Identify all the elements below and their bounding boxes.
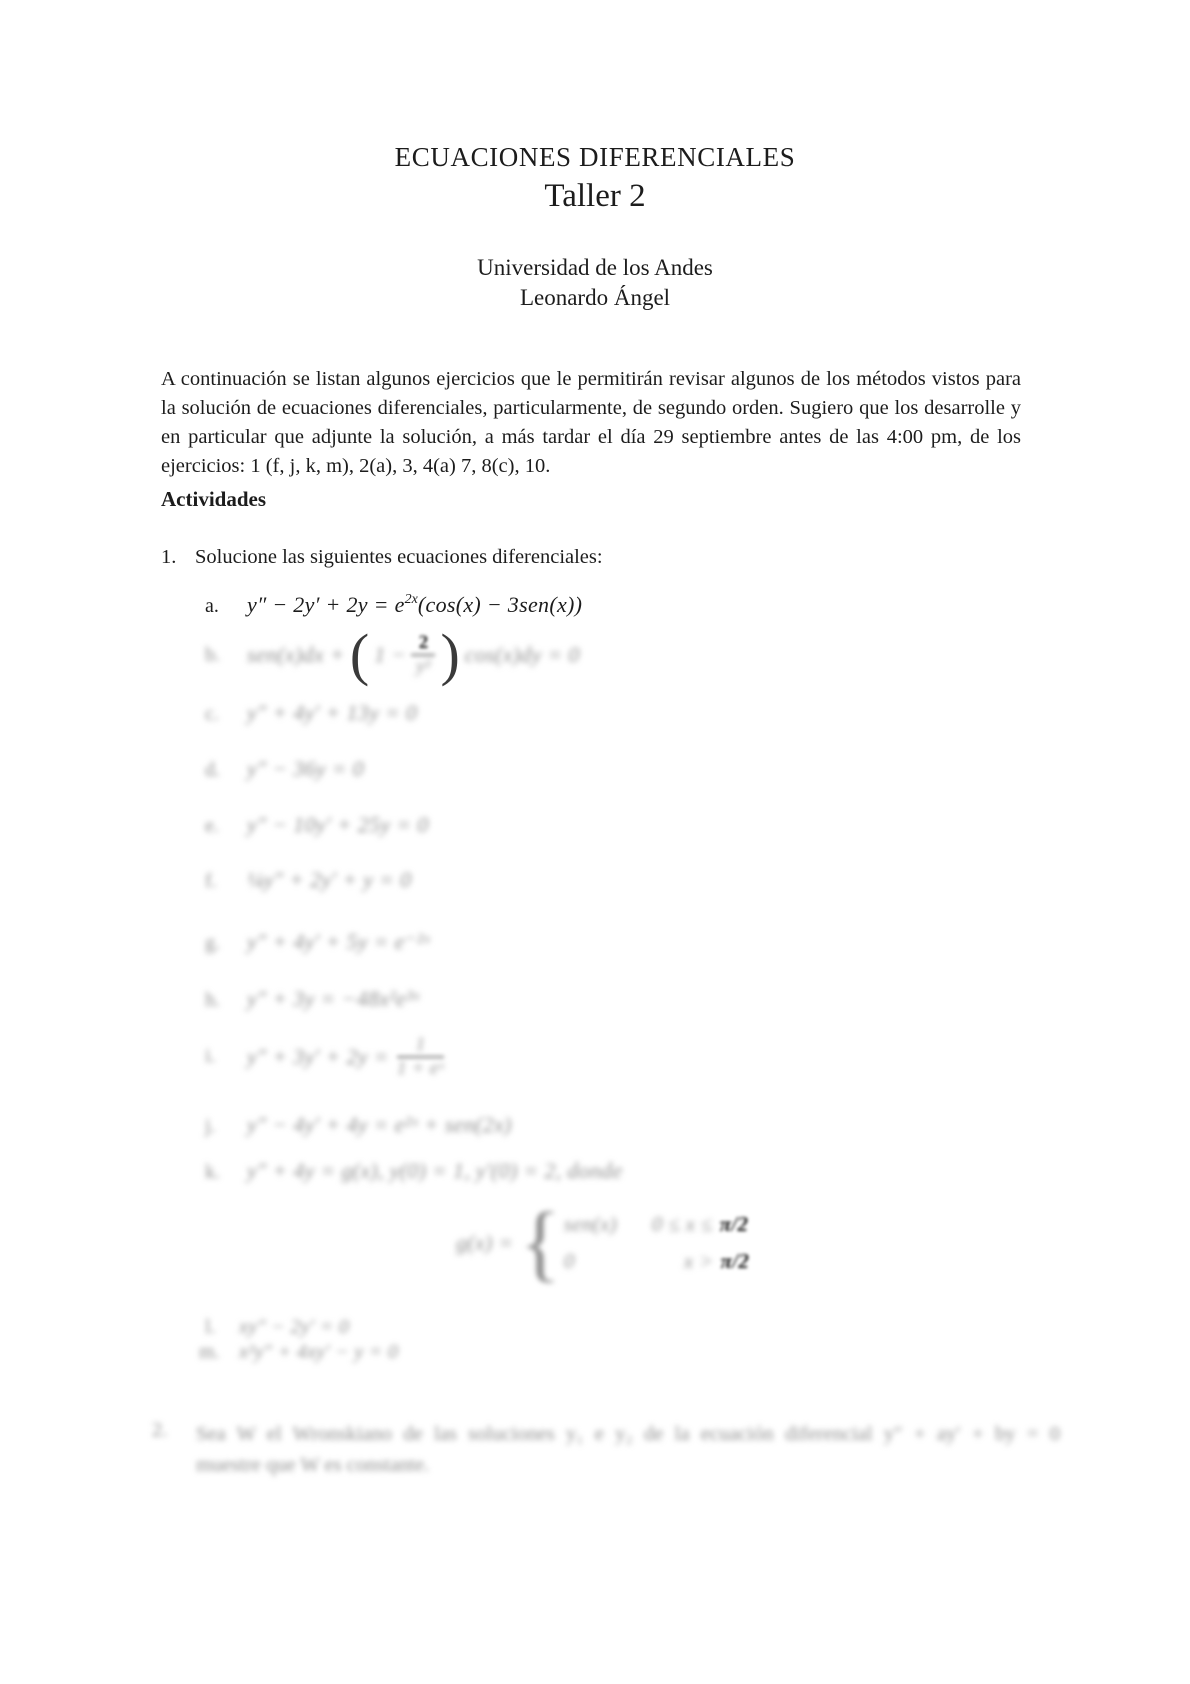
equation-item-k-blurred: [205, 1158, 623, 1184]
close-paren: ): [440, 622, 460, 687]
intro-paragraph: A continuación se listan algunos ejercicios que le permitirán revisar algunos de los métodos vistos para la solución de ecuaciones diferenciales, particularmente, de segundo orden. Sugiero que los desarrolle y en particular que adjunte la solución, a más tardar el día 29 septiembre antes de las 4:00 pm, de los ejercicios: 1 (f, j, k, m), 2(a), 3, 4(a) 7, 8(c), 10.: [161, 367, 1021, 477]
blurred-equation-j: y″ − 4y′ + 4y = e²ˣ + sen(2x): [247, 1112, 512, 1137]
exercise-2-number: 2.: [152, 1419, 168, 1441]
equation-label-h: h.: [205, 989, 220, 1011]
piecewise-condition: [652, 1212, 748, 1237]
equation-item-h-blurred: [205, 986, 420, 1012]
fraction-numerator: 1: [415, 1034, 426, 1055]
exercise-2-line2: muestre que W es constante.: [196, 1454, 430, 1476]
piecewise-condition: [684, 1249, 749, 1274]
fraction: [397, 1034, 444, 1080]
equation-label-e: e.: [205, 815, 219, 837]
blurred-equation-k: y″ + 4y = g(x), y(0) = 1, y′(0) = 2, donde: [247, 1158, 623, 1183]
exercise-1-number: 1.: [161, 546, 177, 568]
document-subtitle: Taller 2: [544, 178, 646, 214]
equation-item-f-blurred: [205, 867, 411, 893]
piecewise-definition: [456, 1194, 750, 1290]
open-paren: (: [349, 622, 370, 687]
fraction-numerator: 2: [418, 632, 429, 654]
equation-item-e-blurred: [205, 812, 429, 838]
equation-label-i: i.: [205, 1045, 216, 1068]
document-title: ECUACIONES DIFERENCIALES: [394, 142, 796, 172]
equation-a-lhs: y″ − 2y′ + 2y = e: [247, 592, 405, 617]
piecewise-value: sen(x): [563, 1211, 617, 1236]
equation-label-f: f.: [205, 870, 217, 892]
blurred-equation-g: y″ + 4y′ + 5y = e⁻²ˣ: [247, 929, 430, 954]
piecewise-lhs: g(x) =: [456, 1229, 514, 1255]
condition-text: x >: [683, 1248, 714, 1273]
equation-item-m-blurred: [199, 1341, 398, 1364]
equation-item-i-blurred: [205, 1034, 444, 1080]
fraction: [411, 632, 435, 678]
exercise-2-blurred: [152, 1419, 1060, 1481]
piecewise-rows: [564, 1212, 749, 1274]
piecewise-row: [564, 1249, 749, 1274]
equation-label-b: b.: [205, 643, 220, 666]
blurred-equation-h: y″ + 3y = −48x²e³ˣ: [247, 986, 420, 1011]
blurred-equation-l: xy″ − 2y′ = 0: [239, 1316, 350, 1338]
equation-item-g-blurred: [205, 929, 430, 955]
blurred-equation-e: y″ − 10y′ + 25y = 0: [247, 812, 429, 837]
equation-item-d-blurred: [205, 756, 364, 782]
equation-label-a: a.: [205, 595, 219, 617]
fraction-denominator: y²: [416, 656, 431, 677]
blurred-equation-f: ¼y″ + 2y′ + y = 0: [247, 867, 412, 892]
condition-dark-mark: π/2: [720, 1248, 750, 1273]
equation-item-c-blurred: [205, 700, 417, 726]
condition-dark-mark: π/2: [719, 1211, 749, 1236]
equation-b-inner: 1 −: [374, 642, 407, 667]
equation-item-j-blurred: [205, 1112, 512, 1138]
exercise-1-prompt-row: [161, 546, 603, 569]
equation-label-j: j.: [205, 1115, 216, 1137]
equation-item-l-blurred: [205, 1316, 349, 1339]
author-name: Leonardo Ángel: [519, 285, 671, 310]
activities-heading: Actividades: [161, 487, 266, 511]
equation-label-g: g.: [205, 932, 220, 954]
equation-b-left: sen(x)dx +: [247, 642, 345, 667]
equation-label-c: c.: [205, 703, 219, 725]
exercise-1-prompt: Solucione las siguientes ecuaciones diferenciales:: [195, 546, 603, 568]
blurred-equation-d: y″ − 36y = 0: [247, 756, 364, 781]
equation-a-exponent: 2x: [404, 592, 418, 607]
equation-label-l: l.: [205, 1316, 216, 1338]
condition-text: 0 ≤ x ≤: [651, 1211, 713, 1236]
equation-b-group: [247, 622, 580, 687]
institution-name: Universidad de los Andes: [477, 255, 713, 280]
exercise-2-text: [196, 1419, 1060, 1481]
blurred-equation-i: y″ + 3y′ + 2y =: [247, 1043, 389, 1069]
exercise-2-line1: Sea W el Wronskiano de las soluciones y₁ e y₂ de la ecuación diferencial y″ + ay′ + by = 0: [196, 1423, 1060, 1445]
blurred-equation-m: x²y″ + 4xy′ − y = 0: [239, 1341, 399, 1363]
equation-item-a: [205, 592, 582, 618]
equation-label-d: d.: [205, 759, 220, 781]
piecewise-value: 0: [563, 1248, 575, 1273]
equation-label-k: k.: [205, 1161, 220, 1183]
equation-label-m: m.: [199, 1341, 220, 1363]
curly-brace: {: [519, 1194, 561, 1290]
blurred-equation-c: y″ + 4y′ + 13y = 0: [247, 700, 418, 725]
piecewise-row: [564, 1212, 749, 1237]
fraction-denominator: 1 + eˣ: [396, 1057, 445, 1079]
equation-a-rhs: (cos(x) − 3sen(x)): [417, 592, 583, 617]
equation-item-b-blurred: [205, 622, 580, 687]
equation-b-right: cos(x)dy = 0: [464, 642, 580, 667]
